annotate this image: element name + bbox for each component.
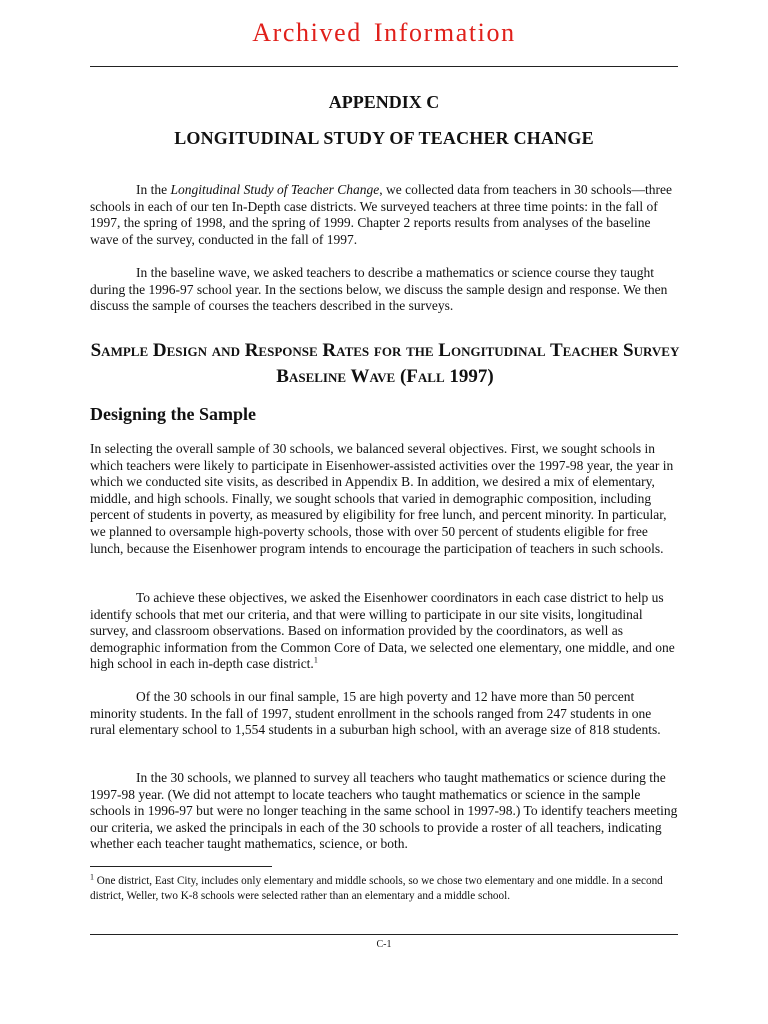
intro-paragraph-2: In the baseline wave, we asked teachers to describe a mathematics or science course they taught during the 1996-97 school year. In the sections below, we discuss the sample design and response. We then discuss the sample of courses the teachers described in the surveys. [90, 265, 668, 314]
archived-information-header: Archived Information [252, 18, 516, 47]
sample-paragraph-3: Of the 30 schools in our final sample, 15 are high poverty and 12 have more than 50 percent minority students. In the fall of 1997, student enrollment in the schools ranged from 247 students in one rural elementary school to 1,554 students in a suburban high school, with an average size of 818 students. [90, 689, 661, 738]
sample-paragraph-2-text: To achieve these objectives, we asked the Eisenhower coordinators in each case district to help us identify schools that met our criteria, and that were willing to participate in our site visits, longitudinal survey, and classroom observations. Based on information provided by the coordinators, as well as demographic information from the Common Core of Data, we selected one elementary, one middle, and one high school in each in-depth case district. [90, 590, 675, 672]
sample-paragraph-2 [90, 590, 680, 673]
footnote-reference[interactable]: 1 [313, 655, 318, 665]
intro-lead: In the [136, 182, 171, 197]
intro-body: , we collected data from teachers in 30 schools—three schools in each of our ten In-Depth case districts. We surveyed teachers at three time points: in the fall of 1997, the spring of 1998, and the spring of 1999. Chapter 2 reports results from analyses of the baseline wave of the survey, conducted in the fall of 1997. [90, 182, 673, 247]
sample-paragraph-1: In selecting the overall sample of 30 schools, we balanced several objectives. First, we sought schools in which teachers were likely to participate in Eisenhower-assisted activities over the 1997-98 year, the year in which we conducted site visits, as described in Appendix B. In addition, we desired a mix of elementary, middle, and high schools. Finally, we sought schools that varied in demographic composition, including percent of students in poverty, as measured by eligibility for free lunch, and percent minority. In particular, we planned to oversample high-poverty schools, those with over 50 percent of students eligible for free lunch, because the Eisenhower program intends to encourage the participation of teachers in such schools. [90, 441, 674, 556]
top-divider [90, 66, 678, 67]
footnote [90, 874, 690, 904]
page-number: C-1 [376, 939, 392, 950]
study-title: LONGITUDINAL STUDY OF TEACHER CHANGE [174, 128, 594, 148]
subsection-heading: Designing the Sample [90, 404, 257, 424]
footnote-divider [90, 866, 272, 867]
intro-paragraph-1 [90, 182, 680, 248]
study-name-italic: Longitudinal Study of Teacher Change [170, 182, 380, 197]
appendix-title: APPENDIX C [328, 92, 440, 112]
section-heading: Sample Design and Response Rates for the Longitudinal Teacher Survey Baseline Wave (Fall 1997) [90, 340, 680, 387]
sample-paragraph-4: In the 30 schools, we planned to survey all teachers who taught mathematics or science during the 1997-98 year. (We did not attempt to locate teachers who taught mathematics or science in the sample schools in 1996-97 but were no longer teaching in the same school in 1997-98.) To identify teachers meeting our criteria, we asked the principals in each of the 30 schools to provide a roster of all teachers, indicating whether each teacher taught mathematics, science, or both. [90, 770, 678, 852]
footnote-text: One district, East City, includes only elementary and middle schools, so we chose two elementary and one middle. In a second district, Weller, two K-8 schools were selected rather than an elementary and a middle school. [90, 875, 663, 902]
bottom-divider [90, 934, 678, 935]
footnote-mark: 1 [90, 872, 94, 882]
